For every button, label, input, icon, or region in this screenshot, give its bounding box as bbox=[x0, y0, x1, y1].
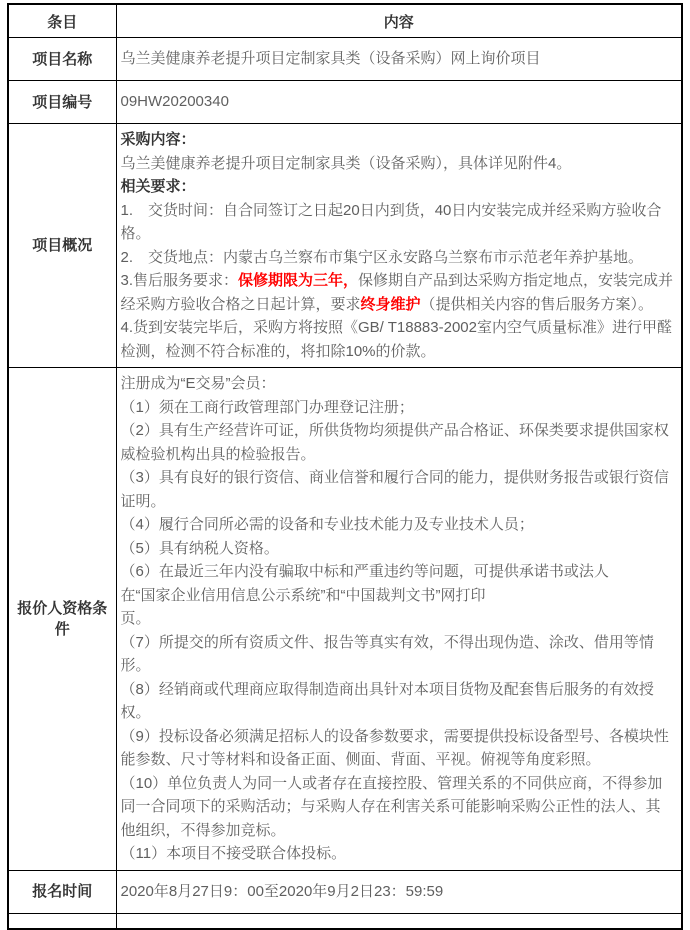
paragraph bbox=[121, 607, 676, 631]
table-row-project-overview bbox=[8, 124, 682, 368]
cutoff-label-cell bbox=[8, 913, 116, 929]
row-label-project-overview: 项目概况 bbox=[8, 124, 116, 368]
header-item-column: 条目 bbox=[8, 4, 116, 38]
paragraph bbox=[121, 175, 676, 199]
paragraph bbox=[121, 47, 676, 71]
row-label-bidder-qualifications: 报价人资格条件 bbox=[8, 368, 116, 871]
paragraph bbox=[121, 466, 676, 513]
text-segment: 3.售后服务要求： bbox=[120, 272, 239, 289]
header-content-column: 内容 bbox=[116, 4, 682, 38]
paragraph bbox=[121, 842, 676, 866]
paragraph bbox=[121, 316, 676, 363]
text-segment: 09HW20200340 bbox=[120, 93, 229, 111]
text-segment: （11）本项目不接受联合体投标。 bbox=[120, 845, 347, 862]
text-segment: （7）所提交的所有资质文件、报告等真实有效，不得出现伪造、涂改、借用等情形。 bbox=[120, 633, 654, 674]
paragraph bbox=[121, 246, 676, 270]
paragraph bbox=[121, 678, 676, 725]
text-segment: 乌兰美健康养老提升项目定制家具类（设备采购），具体详见附件4。 bbox=[120, 154, 572, 172]
text-segment: 乌兰美健康养老提升项目定制家具类（设备采购）网上询价项目 bbox=[120, 50, 541, 68]
text-segment: （8）经销商或代理商应取得制造商出具针对本项目货物及配套售后服务的有效授权。 bbox=[120, 680, 654, 721]
row-content-bidder-qualifications bbox=[116, 368, 682, 871]
paragraph bbox=[121, 537, 676, 561]
paragraph bbox=[121, 269, 676, 316]
table-row-project-name bbox=[8, 38, 682, 81]
paragraph bbox=[121, 152, 676, 176]
row-content-project-overview bbox=[116, 124, 682, 368]
table-row-bidder-qualifications bbox=[8, 368, 682, 871]
text-segment: （2）具有生产经营许可证，所供货物均须提供产品合格证、环保类要求提供国家权威检验机构出具的检验报告。 bbox=[120, 422, 669, 463]
text-segment: 1. 交货时间：自合同签订之日起20日内到货，40日内安装完成并经采购方验收合格。 bbox=[120, 201, 662, 242]
paragraph bbox=[121, 631, 676, 678]
text-segment: （3）具有良好的银行资信、商业信誉和履行合同的能力，提供财务报告或银行资信证明。 bbox=[120, 469, 669, 510]
text-segment: 2020年8月27日9：00至2020年9月2日23：59:59 bbox=[120, 882, 444, 900]
row-label-registration-time: 报名时间 bbox=[8, 870, 116, 913]
row-label-project-number: 项目编号 bbox=[8, 81, 116, 124]
table-row-cutoff bbox=[8, 913, 682, 929]
text-segment: 在“国家企业信用信息公示系统”和“中国裁判文书”网打印 bbox=[120, 586, 486, 604]
text-segment: （提供相关内容的售后服务方案）。 bbox=[420, 295, 654, 313]
paragraph bbox=[121, 560, 676, 584]
text-segment: 注册成为“E交易”会员： bbox=[120, 375, 276, 392]
paragraph bbox=[121, 584, 676, 608]
table-row-project-number bbox=[8, 81, 682, 124]
highlighted-text: 终身维护 bbox=[360, 295, 421, 313]
table-body bbox=[8, 38, 682, 929]
paragraph bbox=[121, 90, 676, 114]
text-segment: （1）须在工商行政管理部门办理登记注册； bbox=[120, 398, 414, 416]
text-segment: （6）在最近三年内没有骗取中标和严重违约等问题，可提供承诺书或法人 bbox=[120, 563, 609, 580]
paragraph bbox=[121, 419, 676, 466]
row-content-registration-time bbox=[116, 870, 682, 913]
row-content-project-number bbox=[116, 81, 682, 124]
table-header-row bbox=[8, 4, 682, 38]
text-segment: （10）单位负责人为同一人或者存在直接控股、管理关系的不同供应商，不得参加同一合同项下的采购活动；与采购人存在利害关系可能影响采购公正性的法人、其他组织，不得参加竞标。 bbox=[120, 774, 663, 839]
text-segment: （4）履行合同所必需的设备和专业技术能力及专业技术人员； bbox=[120, 516, 534, 533]
text-segment: （9）投标设备必须满足招标人的设备参数要求，需要提供投标设备型号、各模块性能参数、尺寸等材料和设备正面、侧面、背面、平视。俯视等角度彩照。 bbox=[120, 727, 669, 768]
table-row-registration-time bbox=[8, 870, 682, 913]
paragraph bbox=[121, 128, 676, 152]
row-content-project-name bbox=[116, 38, 682, 81]
paragraph bbox=[121, 396, 676, 420]
paragraph bbox=[121, 199, 676, 246]
bold-subheading: 采购内容： bbox=[120, 131, 196, 148]
paragraph bbox=[121, 372, 676, 396]
cutoff-content-cell bbox=[116, 913, 682, 929]
highlighted-text: 保修期限为三年， bbox=[238, 272, 359, 289]
text-segment: 保修期自产品到达采购方指定地点，安装完成并经采购方验收合格之日起计算，要求 bbox=[120, 272, 674, 313]
text-segment: 页。 bbox=[120, 610, 151, 627]
text-segment: 4.货到安装完毕后，采购方将按照《GB/ T18883-2002室内空气质量标准》进行甲醛检测，检测不符合标准的，将扣除10%的价款。 bbox=[120, 319, 672, 360]
row-label-project-name: 项目名称 bbox=[8, 38, 116, 81]
paragraph bbox=[121, 880, 676, 904]
text-segment: 2. 交货地点：内蒙古乌兰察布市集宁区永安路乌兰察布市示范老年养护基地。 bbox=[120, 248, 644, 266]
paragraph bbox=[121, 772, 676, 843]
bold-subheading: 相关要求： bbox=[120, 178, 196, 195]
paragraph bbox=[121, 513, 676, 537]
procurement-info-table bbox=[7, 3, 683, 930]
text-segment: （5）具有纳税人资格。 bbox=[120, 539, 279, 557]
paragraph bbox=[121, 725, 676, 772]
